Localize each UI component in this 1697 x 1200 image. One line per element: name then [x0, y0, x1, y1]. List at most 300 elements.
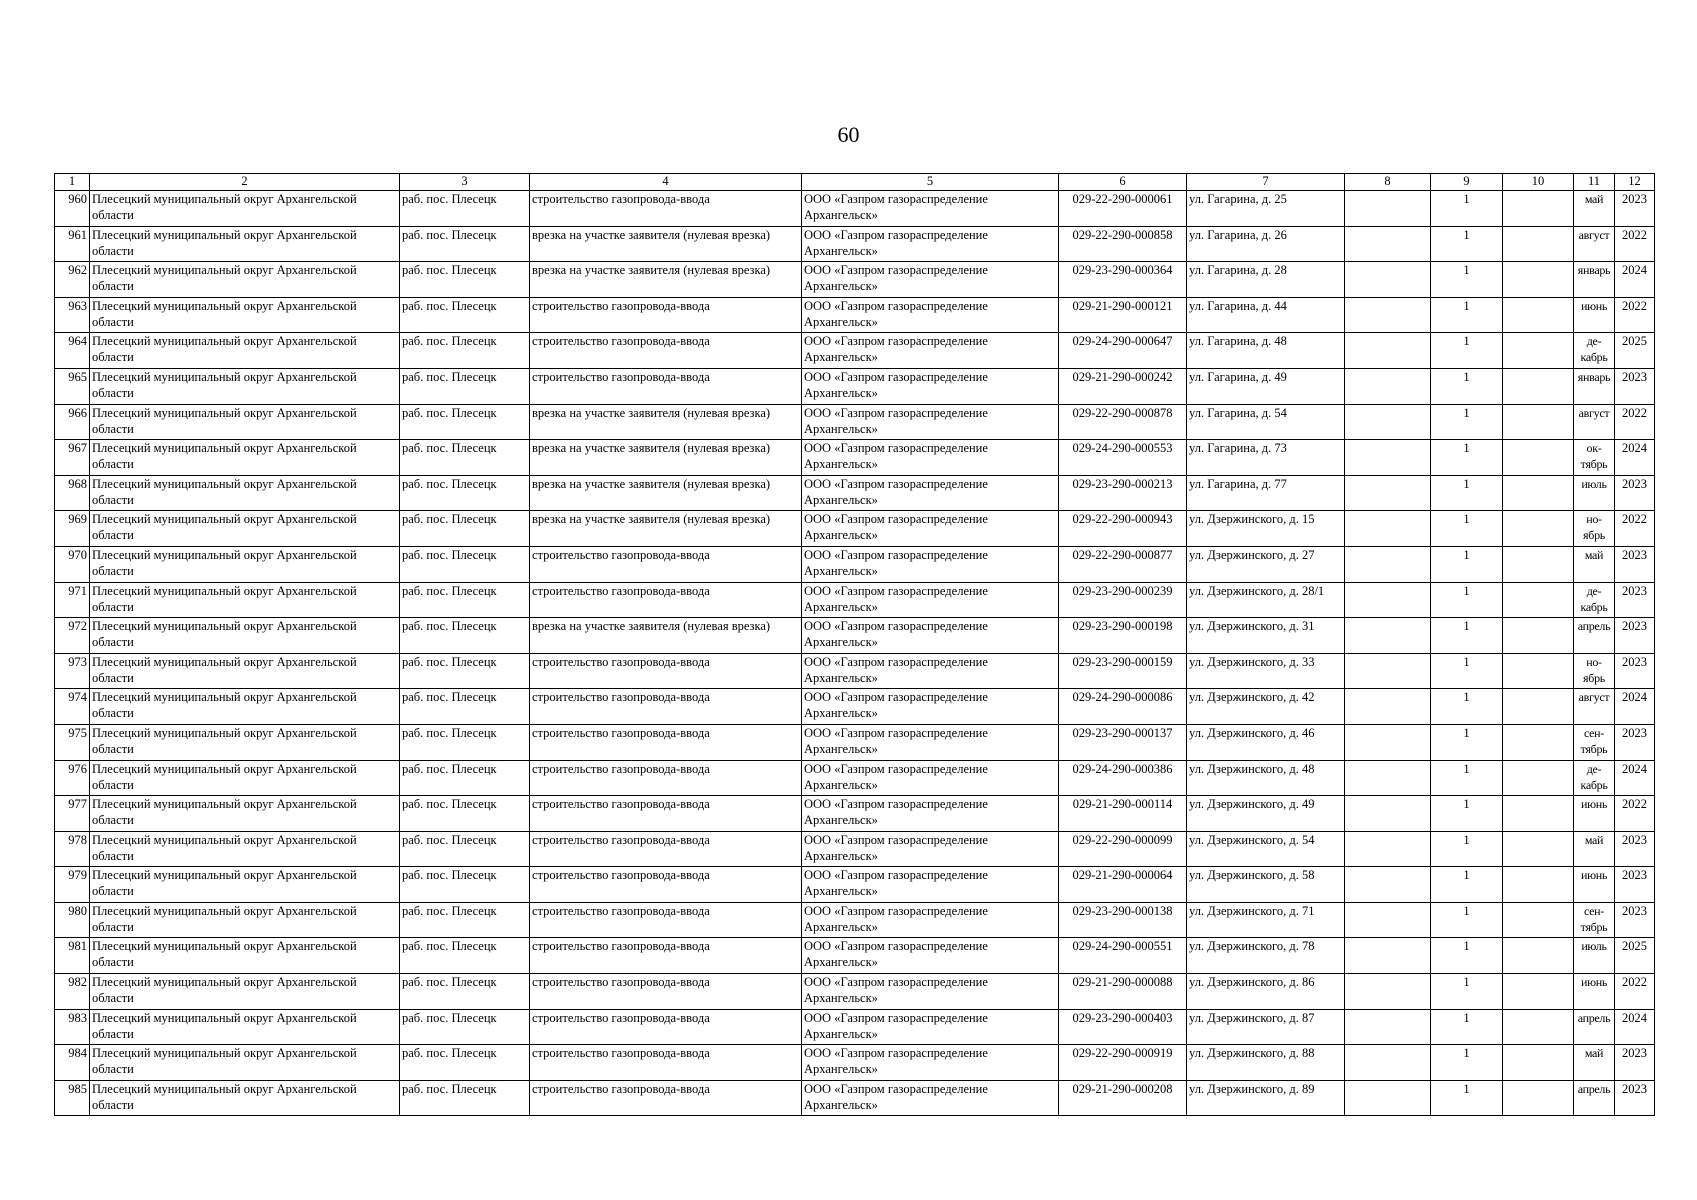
- year-cell: 2022: [1615, 297, 1655, 333]
- column-8-cell: [1345, 440, 1431, 476]
- month-cell: июнь: [1574, 974, 1615, 1010]
- column-10-cell: [1503, 1009, 1574, 1045]
- row-number: 984: [55, 1045, 90, 1081]
- work-type-cell: врезка на участке заявителя (нулевая врезка): [530, 440, 802, 476]
- settlement-cell: раб. пос. Плесецк: [400, 760, 530, 796]
- district-cell: Плесецкий муниципальный округ Архангельской области: [90, 475, 400, 511]
- column-10-cell: [1503, 404, 1574, 440]
- quantity-cell: 1: [1431, 297, 1503, 333]
- district-cell: Плесецкий муниципальный округ Архангельской области: [90, 938, 400, 974]
- address-cell: ул. Гагарина, д. 28: [1187, 262, 1345, 298]
- work-type-cell: строительство газопровода-ввода: [530, 689, 802, 725]
- month-cell: май: [1574, 546, 1615, 582]
- district-cell: Плесецкий муниципальный округ Архангельской области: [90, 724, 400, 760]
- month-cell: август: [1574, 689, 1615, 725]
- column-8-cell: [1345, 226, 1431, 262]
- address-cell: ул. Дзержинского, д. 58: [1187, 867, 1345, 903]
- year-cell: 2023: [1615, 902, 1655, 938]
- quantity-cell: 1: [1431, 546, 1503, 582]
- table-row: [55, 582, 1655, 618]
- settlement-cell: раб. пос. Плесецк: [400, 475, 530, 511]
- month-cell: де-кабрь: [1574, 760, 1615, 796]
- column-8-cell: [1345, 511, 1431, 547]
- column-10-cell: [1503, 191, 1574, 227]
- year-cell: 2024: [1615, 262, 1655, 298]
- column-8-cell: [1345, 546, 1431, 582]
- settlement-cell: раб. пос. Плесецк: [400, 262, 530, 298]
- column-number-11: 11: [1574, 174, 1615, 191]
- organization-cell: ООО «Газпром газораспределение Архангельск»: [802, 475, 1059, 511]
- row-number: 978: [55, 831, 90, 867]
- settlement-cell: раб. пос. Плесецк: [400, 867, 530, 903]
- quantity-cell: 1: [1431, 974, 1503, 1010]
- work-type-cell: строительство газопровода-ввода: [530, 653, 802, 689]
- column-number-row: [55, 174, 1655, 191]
- year-cell: 2024: [1615, 1009, 1655, 1045]
- column-8-cell: [1345, 368, 1431, 404]
- work-type-cell: строительство газопровода-ввода: [530, 546, 802, 582]
- organization-cell: ООО «Газпром газораспределение Архангельск»: [802, 1080, 1059, 1116]
- address-cell: ул. Дзержинского, д. 48: [1187, 760, 1345, 796]
- month-cell: ок-тябрь: [1574, 440, 1615, 476]
- district-cell: Плесецкий муниципальный округ Архангельской области: [90, 226, 400, 262]
- work-type-cell: строительство газопровода-ввода: [530, 902, 802, 938]
- month-cell: апрель: [1574, 1009, 1615, 1045]
- address-cell: ул. Гагарина, д. 73: [1187, 440, 1345, 476]
- table-row: [55, 226, 1655, 262]
- district-cell: Плесецкий муниципальный округ Архангельской области: [90, 902, 400, 938]
- organization-cell: ООО «Газпром газораспределение Архангельск»: [802, 440, 1059, 476]
- organization-cell: ООО «Газпром газораспределение Архангельск»: [802, 1009, 1059, 1045]
- work-type-cell: врезка на участке заявителя (нулевая врезка): [530, 404, 802, 440]
- column-10-cell: [1503, 582, 1574, 618]
- settlement-cell: раб. пос. Плесецк: [400, 546, 530, 582]
- column-number-12: 12: [1615, 174, 1655, 191]
- settlement-cell: раб. пос. Плесецк: [400, 297, 530, 333]
- column-10-cell: [1503, 333, 1574, 369]
- month-cell: август: [1574, 404, 1615, 440]
- settlement-cell: раб. пос. Плесецк: [400, 1045, 530, 1081]
- settlement-cell: раб. пос. Плесецк: [400, 1009, 530, 1045]
- address-cell: ул. Дзержинского, д. 54: [1187, 831, 1345, 867]
- row-number: 963: [55, 297, 90, 333]
- quantity-cell: 1: [1431, 1045, 1503, 1081]
- organization-cell: ООО «Газпром газораспределение Архангельск»: [802, 297, 1059, 333]
- contract-number-cell: 029-24-290-000086: [1059, 689, 1187, 725]
- work-type-cell: строительство газопровода-ввода: [530, 191, 802, 227]
- address-cell: ул. Гагарина, д. 44: [1187, 297, 1345, 333]
- organization-cell: ООО «Газпром газораспределение Архангельск»: [802, 974, 1059, 1010]
- quantity-cell: 1: [1431, 333, 1503, 369]
- settlement-cell: раб. пос. Плесецк: [400, 724, 530, 760]
- row-number: 970: [55, 546, 90, 582]
- column-8-cell: [1345, 1080, 1431, 1116]
- column-8-cell: [1345, 796, 1431, 832]
- column-8-cell: [1345, 262, 1431, 298]
- address-cell: ул. Дзержинского, д. 71: [1187, 902, 1345, 938]
- row-number: 971: [55, 582, 90, 618]
- row-number: 980: [55, 902, 90, 938]
- month-cell: но-ябрь: [1574, 511, 1615, 547]
- contract-number-cell: 029-21-290-000114: [1059, 796, 1187, 832]
- year-cell: 2023: [1615, 582, 1655, 618]
- contract-number-cell: 029-23-290-000364: [1059, 262, 1187, 298]
- row-number: 961: [55, 226, 90, 262]
- quantity-cell: 1: [1431, 760, 1503, 796]
- column-number-10: 10: [1503, 174, 1574, 191]
- column-8-cell: [1345, 974, 1431, 1010]
- column-10-cell: [1503, 546, 1574, 582]
- column-number-1: 1: [55, 174, 90, 191]
- quantity-cell: 1: [1431, 1009, 1503, 1045]
- quantity-cell: 1: [1431, 262, 1503, 298]
- work-type-cell: строительство газопровода-ввода: [530, 724, 802, 760]
- contract-number-cell: 029-23-290-000403: [1059, 1009, 1187, 1045]
- organization-cell: ООО «Газпром газораспределение Архангельск»: [802, 796, 1059, 832]
- contract-number-cell: 029-23-290-000213: [1059, 475, 1187, 511]
- table-row: [55, 831, 1655, 867]
- year-cell: 2023: [1615, 368, 1655, 404]
- work-type-cell: врезка на участке заявителя (нулевая врезка): [530, 475, 802, 511]
- column-number-5: 5: [802, 174, 1059, 191]
- column-8-cell: [1345, 760, 1431, 796]
- organization-cell: ООО «Газпром газораспределение Архангельск»: [802, 724, 1059, 760]
- column-10-cell: [1503, 262, 1574, 298]
- quantity-cell: 1: [1431, 902, 1503, 938]
- row-number: 968: [55, 475, 90, 511]
- district-cell: Плесецкий муниципальный округ Архангельской области: [90, 653, 400, 689]
- organization-cell: ООО «Газпром газораспределение Архангельск»: [802, 902, 1059, 938]
- district-cell: Плесецкий муниципальный округ Архангельской области: [90, 974, 400, 1010]
- column-number-6: 6: [1059, 174, 1187, 191]
- table-row: [55, 867, 1655, 903]
- district-cell: Плесецкий муниципальный округ Архангельской области: [90, 440, 400, 476]
- contract-number-cell: 029-23-290-000159: [1059, 653, 1187, 689]
- settlement-cell: раб. пос. Плесецк: [400, 511, 530, 547]
- year-cell: 2025: [1615, 938, 1655, 974]
- work-type-cell: строительство газопровода-ввода: [530, 582, 802, 618]
- work-type-cell: строительство газопровода-ввода: [530, 831, 802, 867]
- organization-cell: ООО «Газпром газораспределение Архангельск»: [802, 831, 1059, 867]
- year-cell: 2023: [1615, 191, 1655, 227]
- year-cell: 2023: [1615, 1045, 1655, 1081]
- table-row: [55, 546, 1655, 582]
- district-cell: Плесецкий муниципальный округ Архангельской области: [90, 511, 400, 547]
- month-cell: январь: [1574, 368, 1615, 404]
- address-cell: ул. Гагарина, д. 48: [1187, 333, 1345, 369]
- column-8-cell: [1345, 938, 1431, 974]
- column-10-cell: [1503, 475, 1574, 511]
- row-number: 974: [55, 689, 90, 725]
- address-cell: ул. Дзержинского, д. 42: [1187, 689, 1345, 725]
- contract-number-cell: 029-21-290-000121: [1059, 297, 1187, 333]
- contract-number-cell: 029-23-290-000239: [1059, 582, 1187, 618]
- month-cell: май: [1574, 191, 1615, 227]
- work-type-cell: строительство газопровода-ввода: [530, 796, 802, 832]
- settlement-cell: раб. пос. Плесецк: [400, 582, 530, 618]
- year-cell: 2022: [1615, 796, 1655, 832]
- year-cell: 2025: [1615, 333, 1655, 369]
- column-8-cell: [1345, 404, 1431, 440]
- table-row: [55, 368, 1655, 404]
- work-type-cell: врезка на участке заявителя (нулевая врезка): [530, 511, 802, 547]
- organization-cell: ООО «Газпром газораспределение Архангельск»: [802, 582, 1059, 618]
- year-cell: 2024: [1615, 760, 1655, 796]
- settlement-cell: раб. пос. Плесецк: [400, 618, 530, 654]
- column-number-2: 2: [90, 174, 400, 191]
- organization-cell: ООО «Газпром газораспределение Архангельск»: [802, 689, 1059, 725]
- organization-cell: ООО «Газпром газораспределение Архангельск»: [802, 368, 1059, 404]
- column-8-cell: [1345, 831, 1431, 867]
- address-cell: ул. Гагарина, д. 77: [1187, 475, 1345, 511]
- settlement-cell: раб. пос. Плесецк: [400, 689, 530, 725]
- row-number: 976: [55, 760, 90, 796]
- month-cell: июнь: [1574, 867, 1615, 903]
- table-row: [55, 1045, 1655, 1081]
- table-row: [55, 938, 1655, 974]
- month-cell: но-ябрь: [1574, 653, 1615, 689]
- work-type-cell: строительство газопровода-ввода: [530, 1045, 802, 1081]
- column-8-cell: [1345, 653, 1431, 689]
- contract-number-cell: 029-22-290-000878: [1059, 404, 1187, 440]
- row-number: 975: [55, 724, 90, 760]
- column-10-cell: [1503, 440, 1574, 476]
- contract-number-cell: 029-23-290-000137: [1059, 724, 1187, 760]
- month-cell: апрель: [1574, 1080, 1615, 1116]
- work-type-cell: врезка на участке заявителя (нулевая врезка): [530, 226, 802, 262]
- row-number: 983: [55, 1009, 90, 1045]
- quantity-cell: 1: [1431, 689, 1503, 725]
- column-10-cell: [1503, 796, 1574, 832]
- year-cell: 2022: [1615, 226, 1655, 262]
- address-cell: ул. Дзержинского, д. 46: [1187, 724, 1345, 760]
- organization-cell: ООО «Газпром газораспределение Архангельск»: [802, 546, 1059, 582]
- column-number-9: 9: [1431, 174, 1503, 191]
- column-10-cell: [1503, 902, 1574, 938]
- column-8-cell: [1345, 689, 1431, 725]
- contract-number-cell: 029-24-290-000553: [1059, 440, 1187, 476]
- year-cell: 2023: [1615, 653, 1655, 689]
- column-10-cell: [1503, 618, 1574, 654]
- month-cell: май: [1574, 831, 1615, 867]
- quantity-cell: 1: [1431, 618, 1503, 654]
- year-cell: 2022: [1615, 404, 1655, 440]
- column-10-cell: [1503, 1080, 1574, 1116]
- contract-number-cell: 029-22-290-000877: [1059, 546, 1187, 582]
- contract-number-cell: 029-24-290-000551: [1059, 938, 1187, 974]
- month-cell: июль: [1574, 475, 1615, 511]
- work-type-cell: строительство газопровода-ввода: [530, 333, 802, 369]
- contract-number-cell: 029-21-290-000088: [1059, 974, 1187, 1010]
- quantity-cell: 1: [1431, 867, 1503, 903]
- month-cell: май: [1574, 1045, 1615, 1081]
- row-number: 966: [55, 404, 90, 440]
- page-number: 60: [837, 122, 860, 147]
- work-type-cell: строительство газопровода-ввода: [530, 297, 802, 333]
- organization-cell: ООО «Газпром газораспределение Архангельск»: [802, 191, 1059, 227]
- settlement-cell: раб. пос. Плесецк: [400, 368, 530, 404]
- column-10-cell: [1503, 226, 1574, 262]
- quantity-cell: 1: [1431, 511, 1503, 547]
- contract-number-cell: 029-22-290-000061: [1059, 191, 1187, 227]
- address-cell: ул. Гагарина, д. 49: [1187, 368, 1345, 404]
- district-cell: Плесецкий муниципальный округ Архангельской области: [90, 689, 400, 725]
- table-row: [55, 297, 1655, 333]
- address-cell: ул. Дзержинского, д. 15: [1187, 511, 1345, 547]
- district-cell: Плесецкий муниципальный округ Архангельской области: [90, 796, 400, 832]
- column-8-cell: [1345, 618, 1431, 654]
- column-10-cell: [1503, 1045, 1574, 1081]
- year-cell: 2023: [1615, 831, 1655, 867]
- address-cell: ул. Дзержинского, д. 33: [1187, 653, 1345, 689]
- quantity-cell: 1: [1431, 582, 1503, 618]
- column-8-cell: [1345, 475, 1431, 511]
- address-cell: ул. Дзержинского, д. 86: [1187, 974, 1345, 1010]
- month-cell: сен-тябрь: [1574, 724, 1615, 760]
- row-number: 977: [55, 796, 90, 832]
- work-type-cell: строительство газопровода-ввода: [530, 974, 802, 1010]
- registry-body: [55, 191, 1655, 1116]
- year-cell: 2023: [1615, 618, 1655, 654]
- address-cell: ул. Дзержинского, д. 49: [1187, 796, 1345, 832]
- contract-number-cell: 029-24-290-000647: [1059, 333, 1187, 369]
- column-10-cell: [1503, 368, 1574, 404]
- column-8-cell: [1345, 333, 1431, 369]
- contract-number-cell: 029-21-290-000208: [1059, 1080, 1187, 1116]
- column-8-cell: [1345, 1009, 1431, 1045]
- table-row: [55, 760, 1655, 796]
- quantity-cell: 1: [1431, 831, 1503, 867]
- column-10-cell: [1503, 511, 1574, 547]
- contract-number-cell: 029-23-290-000138: [1059, 902, 1187, 938]
- district-cell: Плесецкий муниципальный округ Архангельской области: [90, 1080, 400, 1116]
- organization-cell: ООО «Газпром газораспределение Архангельск»: [802, 333, 1059, 369]
- table-row: [55, 974, 1655, 1010]
- column-8-cell: [1345, 867, 1431, 903]
- contract-number-cell: 029-24-290-000386: [1059, 760, 1187, 796]
- row-number: 985: [55, 1080, 90, 1116]
- year-cell: 2024: [1615, 689, 1655, 725]
- contract-number-cell: 029-22-290-000858: [1059, 226, 1187, 262]
- month-cell: июль: [1574, 938, 1615, 974]
- quantity-cell: 1: [1431, 724, 1503, 760]
- column-number-4: 4: [530, 174, 802, 191]
- district-cell: Плесецкий муниципальный округ Архангельской области: [90, 297, 400, 333]
- organization-cell: ООО «Газпром газораспределение Архангельск»: [802, 404, 1059, 440]
- district-cell: Плесецкий муниципальный округ Архангельской области: [90, 368, 400, 404]
- district-cell: Плесецкий муниципальный округ Архангельской области: [90, 333, 400, 369]
- settlement-cell: раб. пос. Плесецк: [400, 1080, 530, 1116]
- table-row: [55, 511, 1655, 547]
- column-8-cell: [1345, 724, 1431, 760]
- contract-number-cell: 029-22-290-000943: [1059, 511, 1187, 547]
- contract-number-cell: 029-22-290-000919: [1059, 1045, 1187, 1081]
- work-type-cell: строительство газопровода-ввода: [530, 938, 802, 974]
- year-cell: 2023: [1615, 1080, 1655, 1116]
- settlement-cell: раб. пос. Плесецк: [400, 226, 530, 262]
- column-8-cell: [1345, 297, 1431, 333]
- row-number: 967: [55, 440, 90, 476]
- row-number: 965: [55, 368, 90, 404]
- table-row: [55, 653, 1655, 689]
- settlement-cell: раб. пос. Плесецк: [400, 902, 530, 938]
- row-number: 964: [55, 333, 90, 369]
- district-cell: Плесецкий муниципальный округ Архангельской области: [90, 867, 400, 903]
- column-8-cell: [1345, 902, 1431, 938]
- settlement-cell: раб. пос. Плесецк: [400, 938, 530, 974]
- district-cell: Плесецкий муниципальный округ Архангельской области: [90, 760, 400, 796]
- row-number: 972: [55, 618, 90, 654]
- organization-cell: ООО «Газпром газораспределение Архангельск»: [802, 867, 1059, 903]
- address-cell: ул. Гагарина, д. 26: [1187, 226, 1345, 262]
- row-number: 981: [55, 938, 90, 974]
- row-number: 960: [55, 191, 90, 227]
- contract-number-cell: 029-23-290-000198: [1059, 618, 1187, 654]
- address-cell: ул. Дзержинского, д. 88: [1187, 1045, 1345, 1081]
- column-10-cell: [1503, 938, 1574, 974]
- table-row: [55, 1009, 1655, 1045]
- settlement-cell: раб. пос. Плесецк: [400, 440, 530, 476]
- address-cell: ул. Гагарина, д. 54: [1187, 404, 1345, 440]
- table-row: [55, 902, 1655, 938]
- year-cell: 2023: [1615, 546, 1655, 582]
- table-row: [55, 796, 1655, 832]
- column-8-cell: [1345, 191, 1431, 227]
- column-10-cell: [1503, 867, 1574, 903]
- settlement-cell: раб. пос. Плесецк: [400, 796, 530, 832]
- month-cell: июнь: [1574, 297, 1615, 333]
- column-8-cell: [1345, 582, 1431, 618]
- address-cell: ул. Гагарина, д. 25: [1187, 191, 1345, 227]
- work-type-cell: врезка на участке заявителя (нулевая врезка): [530, 618, 802, 654]
- column-8-cell: [1345, 1045, 1431, 1081]
- quantity-cell: 1: [1431, 475, 1503, 511]
- address-cell: ул. Дзержинского, д. 28/1: [1187, 582, 1345, 618]
- district-cell: Плесецкий муниципальный округ Архангельской области: [90, 582, 400, 618]
- settlement-cell: раб. пос. Плесецк: [400, 333, 530, 369]
- address-cell: ул. Дзержинского, д. 27: [1187, 546, 1345, 582]
- address-cell: ул. Дзержинского, д. 31: [1187, 618, 1345, 654]
- work-type-cell: строительство газопровода-ввода: [530, 368, 802, 404]
- quantity-cell: 1: [1431, 191, 1503, 227]
- district-cell: Плесецкий муниципальный округ Архангельской области: [90, 262, 400, 298]
- work-type-cell: строительство газопровода-ввода: [530, 1009, 802, 1045]
- contract-number-cell: 029-21-290-000242: [1059, 368, 1187, 404]
- column-number-3: 3: [400, 174, 530, 191]
- district-cell: Плесецкий муниципальный округ Архангельской области: [90, 831, 400, 867]
- column-10-cell: [1503, 974, 1574, 1010]
- contract-number-cell: 029-21-290-000064: [1059, 867, 1187, 903]
- district-cell: Плесецкий муниципальный округ Архангельской области: [90, 1009, 400, 1045]
- column-10-cell: [1503, 724, 1574, 760]
- table-row: [55, 191, 1655, 227]
- organization-cell: ООО «Газпром газораспределение Архангельск»: [802, 938, 1059, 974]
- table-row: [55, 1080, 1655, 1116]
- row-number: 973: [55, 653, 90, 689]
- month-cell: сен-тябрь: [1574, 902, 1615, 938]
- contract-number-cell: 029-22-290-000099: [1059, 831, 1187, 867]
- table-row: [55, 440, 1655, 476]
- month-cell: апрель: [1574, 618, 1615, 654]
- month-cell: июнь: [1574, 796, 1615, 832]
- table-row: [55, 404, 1655, 440]
- work-type-cell: строительство газопровода-ввода: [530, 760, 802, 796]
- table-row: [55, 333, 1655, 369]
- table-row: [55, 262, 1655, 298]
- month-cell: август: [1574, 226, 1615, 262]
- column-number-7: 7: [1187, 174, 1345, 191]
- district-cell: Плесецкий муниципальный округ Архангельской области: [90, 546, 400, 582]
